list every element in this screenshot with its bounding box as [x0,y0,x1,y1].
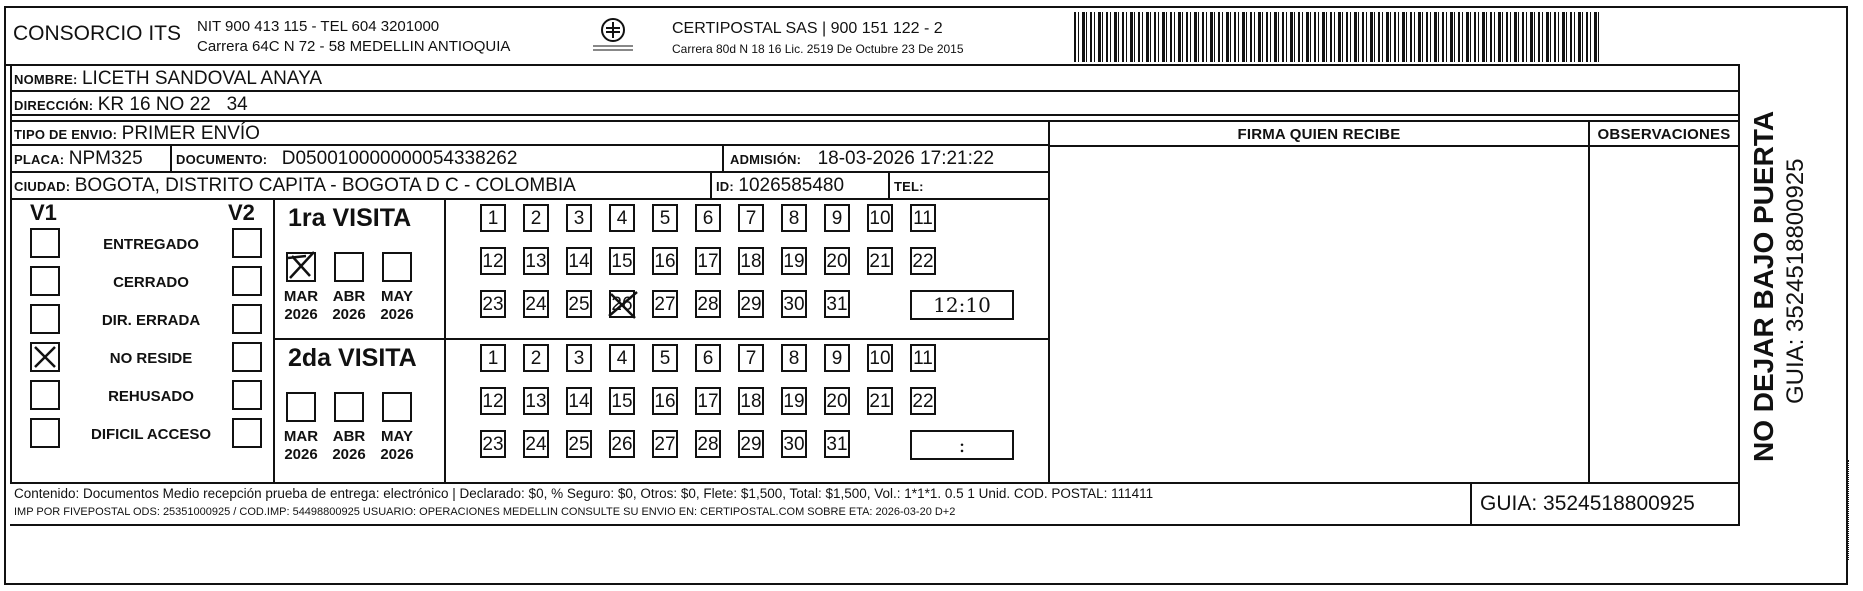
month-label [374,288,420,324]
certipostal-logo [585,16,641,56]
day-box-2-25[interactable]: 25 [566,430,592,458]
day-box-2-18[interactable]: 18 [738,387,764,415]
month-name: ABR [332,428,366,445]
tipo-envio-value: PRIMER ENVÍO [121,123,260,144]
visit-divider [273,338,1050,340]
month-checkbox-1-3[interactable] [382,252,412,282]
documento-divider [722,144,724,171]
month-name: MAY [381,428,413,445]
day-box-1-25[interactable]: 25 [566,290,592,318]
day-box-2-31[interactable]: 31 [824,430,850,458]
day-box-2-24[interactable]: 24 [523,430,549,458]
placa-divider [170,144,172,171]
footer-content-line: Contenido: Documentos Medio recepción prueba de entrega: electrónico | Declarado: $0, % Seguro: $0, Otros: $0, Flete: $1,500, Total: $1,500, Vol.: 1*1*1. 0.5 1 Unid. COD. POSTAL: 111411 [14,486,1154,501]
day-box-1-8[interactable]: 8 [781,204,807,232]
status-label: NO RESIDE [109,350,193,367]
day-box-2-16[interactable]: 16 [652,387,678,415]
month-name: MAR [283,288,319,305]
day-box-1-11[interactable]: 11 [910,204,936,232]
side-guia: GUIA: 3524518800925 [1782,158,1809,404]
day-box-1-1[interactable]: 1 [480,204,506,232]
day-box-1-4[interactable]: 4 [609,204,635,232]
day-box-1-7[interactable]: 7 [738,204,764,232]
status-label: DIR. ERRADA [101,312,201,329]
month-year: 2026 [284,306,318,323]
month-checkbox-2-1[interactable] [286,392,316,422]
row-line-2 [10,114,1740,116]
day-box-1-13[interactable]: 13 [523,247,549,275]
edge-mark-dots [1848,460,1850,560]
month-year: 2026 [332,446,366,463]
day-box-2-10[interactable]: 10 [867,344,893,372]
nombre-value: LICETH SANDOVAL ANAYA [81,68,323,89]
day-box-2-26[interactable]: 26 [609,430,635,458]
day-box-1-29[interactable]: 29 [738,290,764,318]
tel-label: TEL: [894,179,924,194]
day-mark-x [605,286,641,327]
v2-checkbox-2[interactable] [232,266,262,296]
day-box-1-14[interactable]: 14 [566,247,592,275]
v2-checkbox-3[interactable] [232,304,262,334]
v2-label: V2 [228,200,255,225]
v2-checkbox-1[interactable] [232,228,262,258]
time-field-1[interactable]: 12:10 [910,290,1014,320]
day-box-2-21[interactable]: 21 [867,387,893,415]
firma-left-border [1048,120,1050,482]
time-field-2[interactable]: : [910,430,1014,460]
v2-checkbox-6[interactable] [232,418,262,448]
month-checkbox-2-2[interactable] [334,392,364,422]
day-box-2-13[interactable]: 13 [523,387,549,415]
day-box-2-22[interactable]: 22 [910,387,936,415]
v2-checkbox-5[interactable] [232,380,262,410]
day-box-2-30[interactable]: 30 [781,430,807,458]
day-box-2-11[interactable]: 11 [910,344,936,372]
month-year: 2026 [332,306,366,323]
day-box-1-17[interactable]: 17 [695,247,721,275]
row-line-5 [10,171,1050,173]
day-box-1-16[interactable]: 16 [652,247,678,275]
admision-label: ADMISIÓN: [730,152,802,167]
status-label: CERRADO [113,274,189,291]
month-label [374,428,420,464]
placa-row [14,148,143,170]
day-box-1-27[interactable]: 27 [652,290,678,318]
day-box-2-2[interactable]: 2 [523,344,549,372]
footer-top-line [10,482,1740,484]
month-label [278,288,324,324]
footer-bottom-line [10,524,1740,526]
id-value: 1026585480 [738,175,845,196]
tipo-envio-label: TIPO DE ENVIO: [14,127,118,142]
day-box-2-5[interactable]: 5 [652,344,678,372]
row-line-6 [10,198,1050,200]
day-box-2-14[interactable]: 14 [566,387,592,415]
day-box-1-21[interactable]: 21 [867,247,893,275]
day-box-1-3[interactable]: 3 [566,204,592,232]
day-box-2-1[interactable]: 1 [480,344,506,372]
form-right-border [1738,64,1740,524]
day-box-1-2[interactable]: 2 [523,204,549,232]
day-box-1-30[interactable]: 30 [781,290,807,318]
month-label [326,428,372,464]
footer-guia: GUIA: 3524518800925 [1480,492,1695,515]
day-box-1-24[interactable]: 24 [523,290,549,318]
day-box-2-27[interactable]: 27 [652,430,678,458]
day-box-1-22[interactable]: 22 [910,247,936,275]
row-line-1 [10,90,1740,92]
month-year: 2026 [380,446,414,463]
barcode [1074,12,1602,62]
day-box-1-9[interactable]: 9 [824,204,850,232]
side-warning: NO DEJAR BAJO PUERTA [1748,110,1779,462]
carrier-address: Carrera 80d N 18 16 Lic. 2519 De Octubre 23 De 2015 [672,42,964,56]
v1-checkbox-2[interactable] [30,266,60,296]
nombre-label: NOMBRE: [14,72,78,87]
ciudad-divider [710,171,712,198]
day-box-2-23[interactable]: 23 [480,430,506,458]
direccion-row [14,94,248,116]
month-year: 2026 [380,306,414,323]
status-label: REHUSADO [108,388,194,405]
day-box-1-28[interactable]: 28 [695,290,721,318]
direccion-label: DIRECCIÓN: [14,98,94,113]
day-box-2-19[interactable]: 19 [781,387,807,415]
day-box-1-26[interactable]: 26 [609,290,635,318]
documento-value: D050010000000054338262 [281,148,518,169]
placa-value: NPM325 [68,148,143,169]
footer-print-line: IMP POR FIVEPOSTAL ODS: 25351000925 / COD.IMP: 54498800925 USUARIO: OPERACIONES MEDELLIN CONSULTE SU ENVIO EN: CERTIPOSTAL.COM SOBRE ETA: 2026-03-20 D+2 [14,506,956,518]
observaciones-left-border [1588,120,1590,482]
day-box-2-6[interactable]: 6 [695,344,721,372]
id-row [716,175,844,197]
carrier-name: CERTIPOSTAL SAS | 900 151 122 - 2 [672,20,943,37]
edge-mark [1846,96,1848,146]
v1-checkbox-5[interactable] [30,380,60,410]
day-box-2-7[interactable]: 7 [738,344,764,372]
status-label: ENTREGADO [103,236,199,253]
ciudad-label: CIUDAD: [14,179,71,194]
day-box-1-20[interactable]: 20 [824,247,850,275]
ciudad-value: BOGOTA, DISTRITO CAPITA - BOGOTA D C - COLOMBIA [74,175,576,196]
admision-value: 18-03-2026 17:21:22 [817,148,995,169]
months-divider [444,198,446,482]
documento-label: DOCUMENTO: [176,152,268,167]
company-nit-tel: NIT 900 413 115 - TEL 604 3201000 [197,18,440,35]
v1-checkbox-6[interactable] [30,418,60,448]
form-left-border [10,64,12,482]
observaciones-header: OBSERVACIONES [1597,126,1731,143]
company-address: Carrera 64C N 72 - 58 MEDELLIN ANTIOQUIA [197,38,511,55]
company-name: CONSORCIO ITS [13,22,182,45]
firma-header: FIRMA QUIEN RECIBE [1237,126,1401,143]
v1-checkbox-4[interactable] [30,342,60,372]
status-divider [273,198,275,482]
visit-title-2: 2da VISITA [288,344,417,372]
header-divider [6,64,1740,66]
v1-checkbox-3[interactable] [30,304,60,334]
day-box-2-4[interactable]: 4 [609,344,635,372]
tipo-envio-row [14,123,260,145]
ciudad-row [14,175,576,197]
month-checkbox-1-1[interactable] [286,252,316,282]
month-name: MAY [381,288,413,305]
placa-label: PLACA: [14,152,65,167]
day-box-2-20[interactable]: 20 [824,387,850,415]
status-label: DIFICIL ACCESO [90,426,211,443]
id-divider [888,171,890,198]
day-box-2-12[interactable]: 12 [480,387,506,415]
day-box-1-15[interactable]: 15 [609,247,635,275]
v1-label: V1 [30,200,57,225]
day-box-2-15[interactable]: 15 [609,387,635,415]
v2-checkbox-4[interactable] [232,342,262,372]
v1-checkbox-1[interactable] [30,228,60,258]
month-checkbox-1-2[interactable] [334,252,364,282]
admision-row [730,148,994,170]
day-box-1-5[interactable]: 5 [652,204,678,232]
day-box-1-31[interactable]: 31 [824,290,850,318]
month-label [326,288,372,324]
day-box-2-17[interactable]: 17 [695,387,721,415]
footer-guia-divider [1470,482,1472,524]
day-box-1-19[interactable]: 19 [781,247,807,275]
id-label: ID: [716,179,734,194]
day-box-2-3[interactable]: 3 [566,344,592,372]
month-label [278,428,324,464]
documento-row [176,148,517,170]
month-name: ABR [332,288,366,305]
nombre-row [14,68,322,90]
day-box-2-29[interactable]: 29 [738,430,764,458]
day-box-1-18[interactable]: 18 [738,247,764,275]
row-line-3 [10,120,1740,122]
day-box-2-28[interactable]: 28 [695,430,721,458]
month-year: 2026 [284,446,318,463]
month-checkbox-2-3[interactable] [382,392,412,422]
month-name: MAR [283,428,319,445]
day-box-1-6[interactable]: 6 [695,204,721,232]
visit-title-1: 1ra VISITA [288,204,412,232]
day-box-1-12[interactable]: 12 [480,247,506,275]
day-box-1-10[interactable]: 10 [867,204,893,232]
day-box-1-23[interactable]: 23 [480,290,506,318]
direccion-value: KR 16 NO 22 34 [97,94,248,115]
row-line-4b [1048,145,1740,147]
day-box-2-8[interactable]: 8 [781,344,807,372]
day-box-2-9[interactable]: 9 [824,344,850,372]
